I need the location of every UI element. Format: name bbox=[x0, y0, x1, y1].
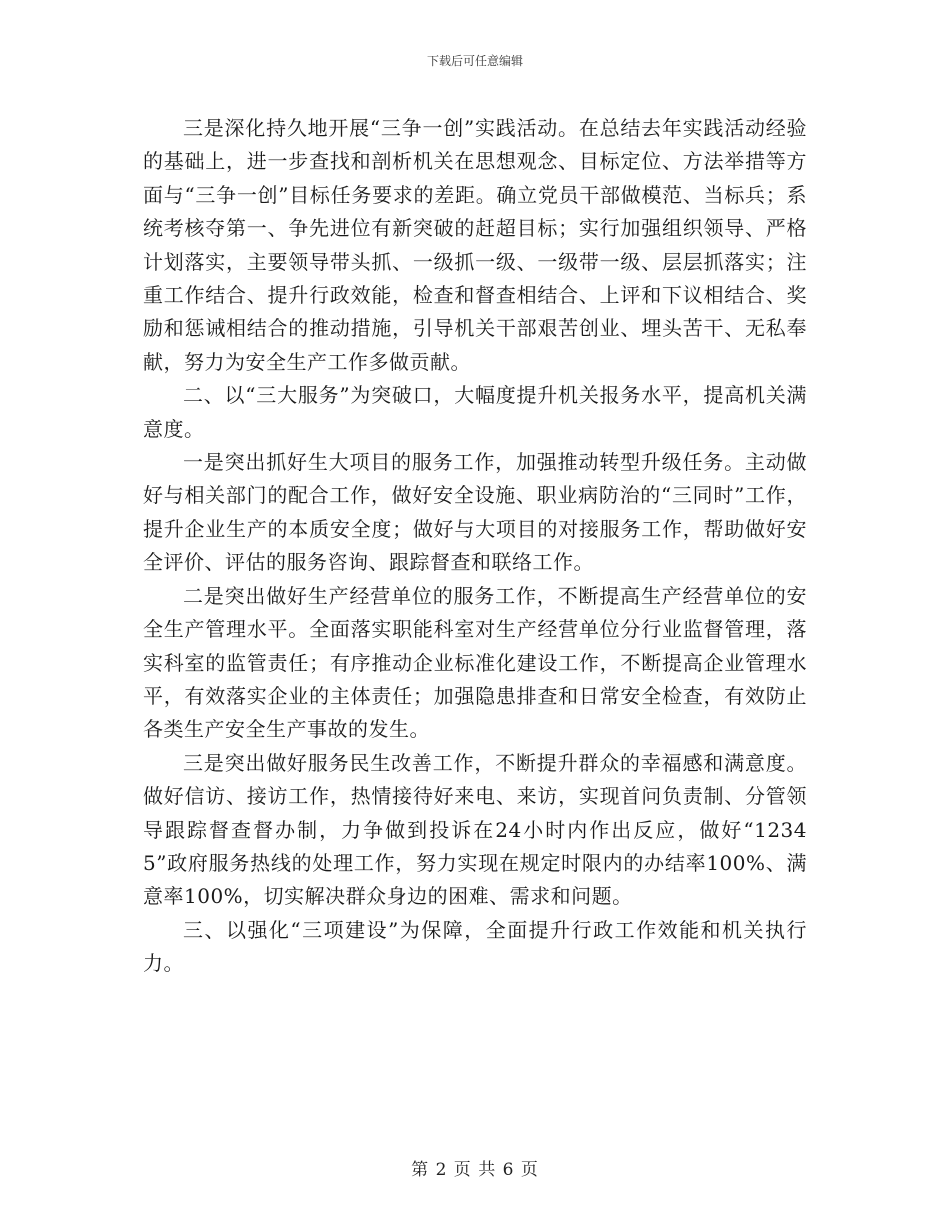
page-header: 下载后可任意编辑 bbox=[426, 54, 523, 68]
paragraph-2: 二、以“三大服务”为突破口，大幅度提升机关报务水平，提高机关满意度。 bbox=[143, 383, 807, 441]
paragraph-1: 三是深化持久地开展“三争一创”实践活动。在总结去年实践活动经验的基础上，进一步查找和剖析机关在思想观念、目标定位、方法举措等方面与“三争一创”目标任务要求的差距。确立党员干部做模范、当标兵；系统考核夺第一、争先进位有新突破的赶超目标；实行加强组织领导、严格计划落实，主要领导带头抓、一级抓一级、一级带一级、层层抓落实；注重工作结合、提升行政效能，检查和督查相结合、上评和下议相结合、奖励和惩诫相结合的推动措施，引导机关干部艰苦创业、埋头苦干、无私奉献，努力为安全生产工作多做贡献。 bbox=[143, 116, 807, 374]
document-body bbox=[143, 112, 807, 981]
paragraph-4: 二是突出做好生产经营单位的服务工作，不断提高生产经营单位的安全生产管理水平。全面落实职能科室对生产经营单位分行业监督管理，落实科室的监管责任；有序推动企业标准化建设工作，不断提高企业管理水平，有效落实企业的主体责任；加强隐患排查和日常安全检查，有效防止各类生产安全生产事故的发生。 bbox=[143, 583, 807, 742]
page-footer: 第 2 页 共 6 页 bbox=[411, 1160, 539, 1180]
paragraph-5: 三是突出做好服务民生改善工作，不断提升群众的幸福感和满意度。做好信访、接访工作，热情接待好来电、来访，实现首问负责制、分管领导跟踪督查督办制，力争做到投诉在24小时内作出反应，做好“12345”政府服务热线的处理工作，努力实现在规定时限内的办结率100%、满意率100%，切实解决群众身边的困难、需求和问题。 bbox=[143, 750, 807, 909]
paragraph-3: 一是突出抓好生大项目的服务工作，加强推动转型升级任务。主动做好与相关部门的配合工作，做好安全设施、职业病防治的“三同时”工作，提升企业生产的本质安全度；做好与大项目的对接服务工作，帮助做好安全评价、评估的服务咨询、跟踪督查和联络工作。 bbox=[143, 450, 807, 575]
paragraph-6: 三、以强化“三项建设”为保障，全面提升行政工作效能和机关执行力。 bbox=[143, 917, 807, 976]
